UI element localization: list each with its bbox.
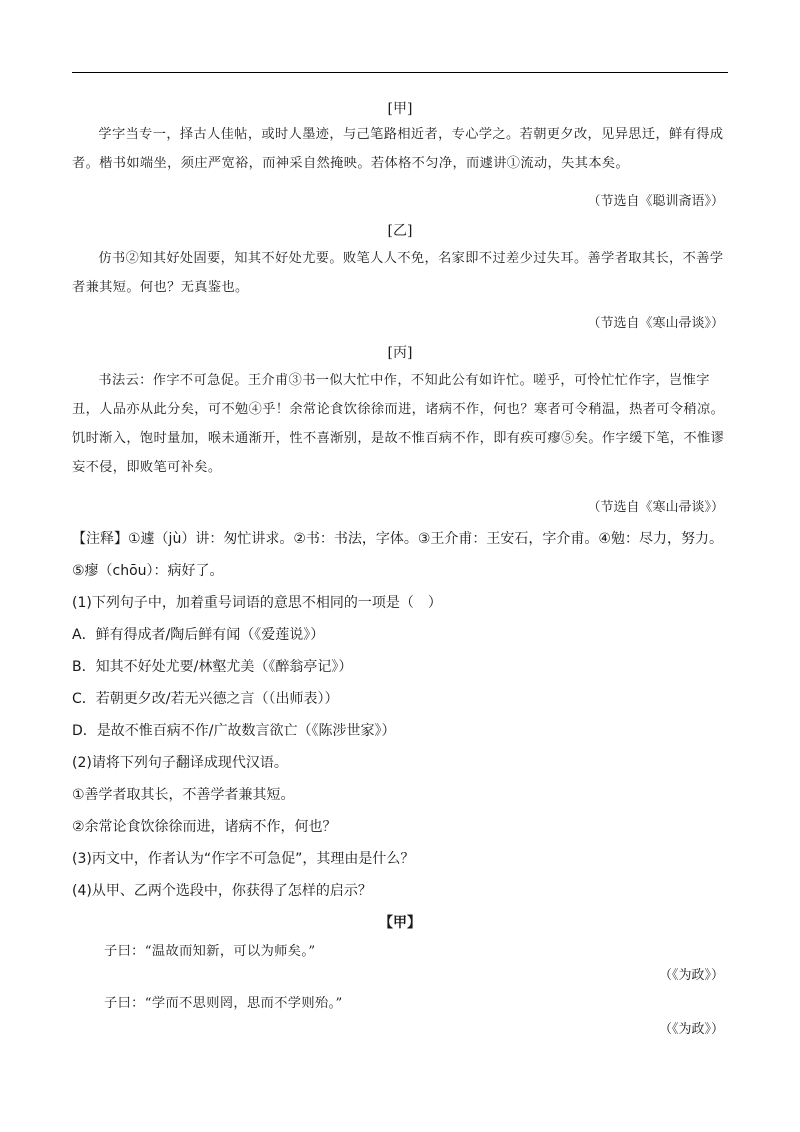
- passage-bing: 书法云：作字不可急促。王介甫③书一似大忙中作，不知此公有如许忙。嗟乎，可怜忙忙作字，岂惟字丑，人品亦从此分矣，可不勉④乎！余常论食饮徐徐而进，诸病不作，何也？寒者可令稍温，热者可令稍凉。饥时渐入，饱时量加，喉未通渐开，性不喜渐别，是故不惟百病不作，即有疾可瘳⑤矣。作字缓下笔，不惟谬妄不侵，即败笔可补矣。: [72, 373, 725, 475]
- section-heading-jia: [甲]: [387, 101, 413, 117]
- quote-2: 子曰：“学而不思则罔，思而不学则殆。”: [104, 996, 343, 1011]
- option-a: A．鲜有得成者/陶后鲜有闻（《爱莲说》）: [72, 627, 325, 643]
- top-rule: [72, 72, 728, 73]
- annotation-line-1: 【注释】①遽（jù）讲：匆忙讲求。②书：书法，字体。③王介甫：王安石，字介甫。④勉：尽力，努力。: [72, 531, 723, 547]
- section-heading-bing: [丙]: [387, 345, 413, 361]
- passage-yi: 仿书②知其好处固要，知其不好处尤要。败笔人人不免，名家即不过差少过失耳。善学者取其长，不善学者兼其短。何也？无真鉴也。: [72, 251, 724, 295]
- source-jia: （节选自《聪训斋语》）: [587, 194, 724, 209]
- section-heading-yi: [乙]: [387, 223, 413, 239]
- source-bing: （节选自《寒山帚谈》）: [587, 500, 724, 515]
- option-b: B．知其不好处尤要/林壑尤美（《醉翁亭记》）: [72, 659, 353, 675]
- option-c: C．若朝更夕改/若无兴德之言（（出师表））: [72, 691, 339, 707]
- question-3: (3)丙文中，作者认为“作字不可急促”，其理由是什么？: [72, 851, 415, 867]
- question-2-item-2: ②余常论食饮徐徐而进，诸病不作，何也？: [72, 819, 337, 835]
- annotation-line-2: ⑤瘳（chōu）：病好了。: [72, 563, 224, 579]
- passage-jia: 学字当专一，择古人佳帖，或时人墨迹，与己笔路相近者，专心学之。若朝更夕改，见异思迁，鲜有得成者。楷书如端坐，须庄严宽裕，而神采自然掩映。若体格不匀净，而遽讲①流动，失其本矣。: [72, 127, 724, 171]
- quote-2-source: （《为政》）: [658, 1022, 724, 1037]
- option-d: D．是故不惟百病不作/广故数言欲亡（《陈涉世家》）: [72, 723, 396, 739]
- question-2: (2)请将下列句子翻译成现代汉语。: [72, 755, 288, 771]
- section-heading-part2-jia: 【甲】: [379, 915, 421, 931]
- question-1: (1)下列句子中，加着重号词语的意思不相同的一项是（ ）: [72, 595, 442, 611]
- question-2-item-1: ①善学者取其长，不善学者兼其短。: [72, 787, 295, 803]
- quote-1-source: （《为政》）: [658, 968, 724, 983]
- question-4: (4)从甲、乙两个选段中，你获得了怎样的启示？: [72, 883, 372, 899]
- source-yi: （节选自《寒山帚谈》）: [587, 316, 724, 331]
- quote-1: 子曰：“温故而知新，可以为师矣。”: [104, 944, 316, 959]
